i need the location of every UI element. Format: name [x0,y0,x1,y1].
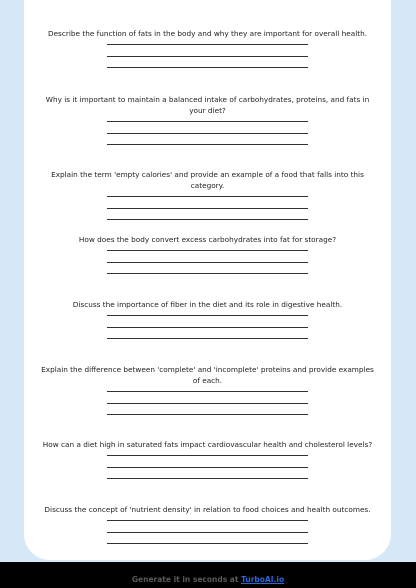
answer-lines-2 [24,121,391,145]
question-text-8: Discuss the concept of 'nutrient density' in relation to food choices and health outcomes. [44,505,371,514]
question-block-4 [24,234,391,285]
worksheet-page [24,0,391,560]
question-text-3: Explain the term 'empty calories' and provide an example of a food that falls into this category. [51,170,364,190]
question-text-5: Discuss the importance of fiber in the diet and its role in digestive health. [72,300,343,309]
answer-line[interactable] [107,250,308,251]
question-text-6: Explain the difference between 'complete' and 'incomplete' proteins and provide examples of each. [41,365,374,385]
footer-link[interactable]: TurboAI.io [241,575,285,584]
answer-lines-3 [24,196,391,220]
answer-line[interactable] [107,262,308,263]
answer-line[interactable] [107,403,308,404]
answer-line[interactable] [107,414,308,415]
footer-sub-prefix: Generate it in seconds at [131,575,242,584]
question-block-1 [24,28,391,79]
answer-line[interactable] [107,196,308,197]
question-block-7 [24,439,391,490]
answer-line[interactable] [107,543,308,544]
question-block-2 [24,94,391,156]
answer-line[interactable] [107,208,308,209]
answer-lines-4 [24,250,391,274]
answer-line[interactable] [107,520,308,521]
answer-lines-6 [24,391,391,415]
answer-line[interactable] [107,219,308,220]
answer-line[interactable] [107,56,308,57]
answer-line[interactable] [107,391,308,392]
question-block-3 [24,169,391,231]
answer-line[interactable] [107,315,308,316]
footer-subtitle [0,575,416,585]
answer-line[interactable] [107,121,308,122]
answer-line[interactable] [107,133,308,134]
answer-line[interactable] [107,273,308,274]
answer-line[interactable] [107,44,308,45]
question-text-2: Why is it important to maintain a balanced intake of carbohydrates, proteins, and fats in your diet? [45,95,370,115]
answer-line[interactable] [107,478,308,479]
answer-line[interactable] [107,532,308,533]
question-block-6 [24,364,391,426]
answer-line[interactable] [107,455,308,456]
question-text-7: How can a diet high in saturated fats impact cardiovascular health and cholesterol levels? [42,440,373,449]
answer-lines-5 [24,315,391,339]
question-block-8 [24,504,391,555]
question-text-1: Describe the function of fats in the body and why they are important for overall health. [47,29,368,38]
answer-line[interactable] [107,67,308,68]
answer-line[interactable] [107,338,308,339]
question-block-5 [24,299,391,350]
answer-lines-1 [24,44,391,68]
answer-lines-8 [24,520,391,544]
footer-banner [0,562,416,588]
answer-line[interactable] [107,467,308,468]
question-text-4: How does the body convert excess carbohydrates into fat for storage? [78,235,337,244]
answer-line[interactable] [107,144,308,145]
answer-line[interactable] [107,327,308,328]
answer-lines-7 [24,455,391,479]
